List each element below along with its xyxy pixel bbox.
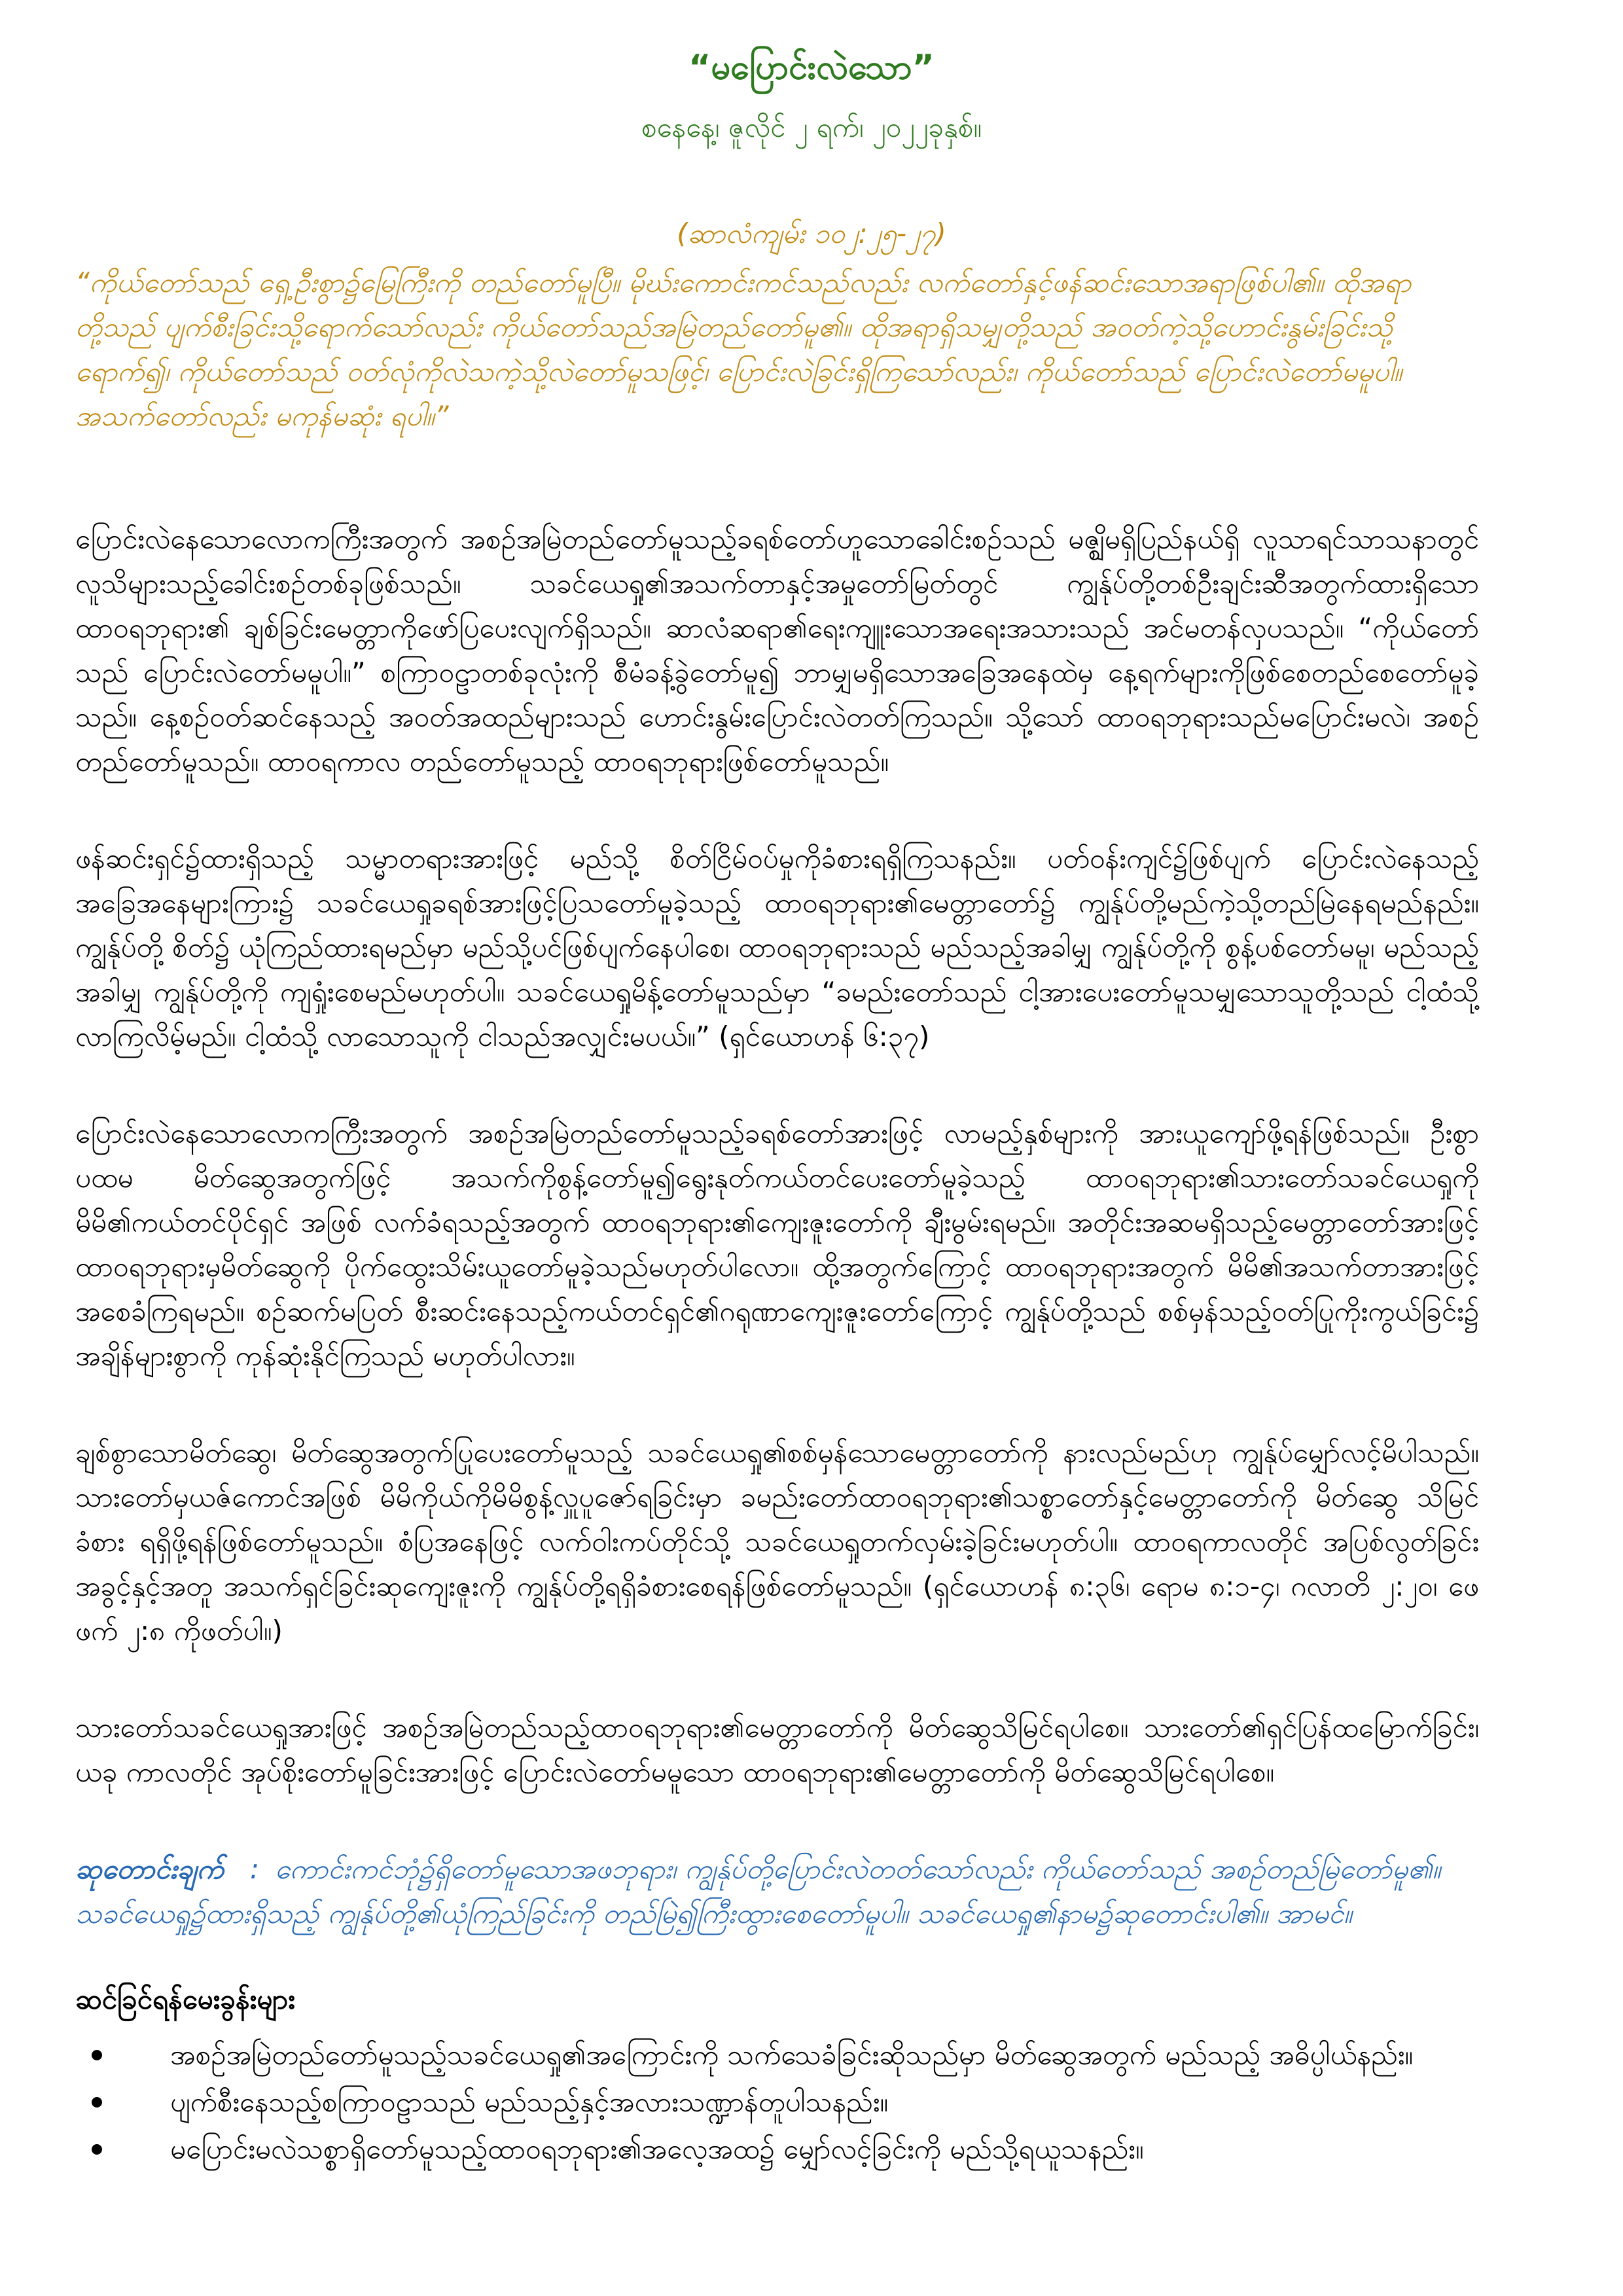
bullet-icon xyxy=(92,2050,102,2060)
body-paragraph-3: ပြောင်းလဲနေသောလောကကြီးအတွက် အစဉ်အမြဲတည်တော်မူသည့်ခရစ်တော်အားဖြင့် လာမည့်နှစ်များကို အားယူကျော်ဖို့ရန်ဖြစ်သည်။ ဦးစွာပထမ မိတ်ဆွေအတွက်ဖြင့် အသက်ကိုစွန့်တော်မူ၍ရွေးနုတ်ကယ်တင်ပေးတော်မူခဲ့သည့် ထာဝရဘုရား၏သားတော်သခင်ယေရှုကို မိမိ၏ကယ်တင်ပိုင်ရှင် အဖြစ် လက်ခံရသည့်အတွက် ထာဝရဘုရား၏ကျေးဇူးတော်ကို ချီးမွမ်းရမည်။ အတိုင်းအဆမရှိသည့်မေတ္တာတော်အားဖြင့် ထာဝရဘုရားမှမိတ်ဆွေကို ပိုက်ထွေးသိမ်းယူတော်မူခဲ့သည်မဟုတ်ပါလော။ ထို့အတွက်ကြောင့် ထာဝရဘုရားအတွက် မိမိ၏အသက်တာအားဖြင့် အစေခံကြရမည်။ စဉ်ဆက်မပြတ် စီးဆင်းနေသည့်ကယ်တင်ရှင်၏ဂရုဏာကျေးဇူးတော်ကြောင့် ကျွန်ုပ်တို့သည် စစ်မှန်သည့်ဝတ်ပြုကိုးကွယ်ခြင်း၌ အချိန်များစွာကို ကုန်ဆုံးနိုင်ကြသည် မဟုတ်ပါလား။ xyxy=(75,1117,1479,1372)
questions-heading: ဆင်ခြင်ရန်မေးခွန်းများ xyxy=(75,1983,295,2015)
bullet-icon xyxy=(92,2144,102,2155)
body-paragraph-5: သားတော်သခင်ယေရှုအားဖြင့် အစဉ်အမြဲတည်သည့်ထာဝရဘုရား၏မေတ္တာတော်ကို မိတ်ဆွေသိမြင်ရပါစေ။ သားတော်၏ရှင်ပြန်ထမြောက်ခြင်း၊ ယခု ကာလတိုင် အုပ်စိုးတော်မူခြင်းအားဖြင့် ပြောင်းလဲတော်မမူသော ထာဝရဘုရား၏မေတ္တာတော်ကို မိတ်ဆွေသိမြင်ရပါစေ။ xyxy=(75,1712,1479,1788)
dateline: စနေနေ့၊ ဇူလိုင် ၂ ရက်၊ ၂၀၂၂ခုနှစ်။ xyxy=(641,111,982,143)
verse-text: “ကိုယ်တော်သည် ရှေ့ဦးစွာ၌မြေကြီးကို တည်တော်မူပြီ။ မိုဃ်းကောင်းကင်သည်လည်း လက်တော်နှင့်ဖန်ဆင်းသောအရာဖြစ်ပါ၏။ ထိုအရာတို့သည် ပျက်စီးခြင်းသို့ရောက်သော်လည်း ကိုယ်တော်သည်အမြဲတည်တော်မူ၏။ ထိုအရာရှိသမျှတို့သည် အဝတ်ကဲ့သို့ဟောင်းနွမ်းခြင်းသို့ရောက်၍၊ ကိုယ်တော်သည် ဝတ်လုံကိုလဲသကဲ့သို့လဲတော်မူသဖြင့်၊ ပြောင်းလဲခြင်းရှိကြသော်လည်း၊ ကိုယ်တော်သည် ပြောင်းလဲတော်မမူပါ။ အသက်တော်လည်း မကုန်မဆုံး ရပါ။” xyxy=(75,266,1412,432)
body-paragraph-1: ပြောင်းလဲနေသောလောကကြီးအတွက် အစဉ်အမြဲတည်တော်မူသည့်ခရစ်တော်ဟူသောခေါင်းစဉ်သည် မဇ္ဈိမရှိပြည်နယ်ရှိ လူသာရင်သာသနာတွင် လူသိများသည့်ခေါင်းစဉ်တစ်ခုဖြစ်သည်။ သခင်ယေရှု၏အသက်တာနှင့်အမှုတော်မြတ်တွင် ကျွန်ုပ်တို့တစ်ဦးချင်းဆီအတွက်ထားရှိသော ထာဝရဘုရား၏ ချစ်ခြင်းမေတ္တာကိုဖော်ပြပေးလျက်ရှိသည်။ ဆာလံဆရာ၏ရေးကျူးသောအရေးအသားသည် အင်မတန်လှပသည်။ “ကိုယ်တော်သည် ပြောင်းလဲတော်မမူပါ။” စကြာဝဠာတစ်ခုလုံးကို စီမံခန့်ခွဲတော်မူ၍ ဘာမျှမရှိသောအခြေအနေထဲမှ နေ့ရက်များကိုဖြစ်စေတည်စေတော်မူခဲ့သည်။ နေ့စဉ်ဝတ်ဆင်နေသည့် အဝတ်အထည်များသည် ဟောင်းနွမ်းပြောင်းလဲတတ်ကြသည်။ သို့သော် ထာဝရဘုရားသည်မပြောင်းမလဲ၊ အစဉ်တည်တော်မူသည်။ ထာဝရကာလ တည်တော်မူသည့် ထာဝရဘုရားဖြစ်တော်မူသည်။ xyxy=(75,523,1479,778)
prayer-block xyxy=(0,1847,1623,1936)
question-text: အစဉ်အမြဲတည်တော်မူသည့်သခင်ယေရှု၏အကြောင်းကို သက်သေခံခြင်းဆိုသည်မှာ မိတ်ဆွေအတွက် မည်သည့် အဓိပ္ပါယ်နည်း။ xyxy=(170,2039,1414,2071)
prayer-label: ဆုတောင်းချက် xyxy=(75,1853,224,1885)
prayer-text: ကောင်းကင်ဘုံ၌ရှိတော်မူသောအဖဘုရား၊ ကျွန်ုပ်တို့ပြောင်းလဲတတ်သော်လည်း ကိုယ်တော်သည် အစဉ်တည်မြဲတော်မူ၏။ သခင်ယေရှု၌ထားရှိသည့် ကျွန်ုပ်တို့၏ယုံကြည်ခြင်းကို တည်မြဲ၍ကြီးထွားစေတော်မူပါ။ သခင်ယေရှု၏နာမ၌ဆုတောင်းပါ၏။ အာမင်။ xyxy=(75,1853,1441,1929)
bullet-icon xyxy=(92,2097,102,2108)
page-title: “မပြောင်းလဲသော” xyxy=(688,48,935,87)
question-item xyxy=(92,2032,1492,2079)
prayer-separator: : xyxy=(249,1853,260,1885)
verse-reference: (ဆာလံကျမ်း ၁၀၂:၂၅-၂၇) xyxy=(677,217,946,249)
question-text: မပြောင်းမလဲသစ္စာရှိတော်မူသည့်ထာဝရဘုရား၏အလေ့အထ၌ မျှော်လင့်ခြင်းကို မည်သို့ရယူသနည်း။ xyxy=(170,2133,1144,2165)
question-text: ပျက်စီးနေသည့်စကြာဝဠာသည် မည်သည့်နှင့်အလားသဏ္ဍာန်တူပါသနည်း။ xyxy=(170,2086,889,2118)
body-paragraph-4: ချစ်စွာသောမိတ်ဆွေ၊ မိတ်ဆွေအတွက်ပြုပေးတော်မူသည့် သခင်ယေရှု၏စစ်မှန်သောမေတ္တာတော်ကို နားလည်မည်ဟု ကျွန်ုပ်မျှော်လင့်မိပါသည်။ သားတော်မှယဇ်ကောင်အဖြစ် မိမိကိုယ်ကိုမိမိစွန့်လှူပူဇော်ရခြင်းမှာ ခမည်းတော်ထာဝရဘုရား၏သစ္စာတော်နှင့်မေတ္တာတော်ကို မိတ်ဆွေ သိမြင်ခံစား ရရှိဖို့ရန်ဖြစ်တော်မူသည်။ စံပြအနေဖြင့် လက်ဝါးကပ်တိုင်သို့ သခင်ယေရှုတက်လှမ်းခဲ့ခြင်းမဟုတ်ပါ။ ထာဝရကာလတိုင် အပြစ်လွတ်ခြင်းအခွင့်နှင့်အတူ အသက်ရှင်ခြင်းဆုကျေးဇူးကို ကျွန်ုပ်တို့ရရှိခံစားစေရန်ဖြစ်တော်မူသည်။ (ရှင်ယောဟန် ၈:၃၆၊ ရောမ ၈:၁-၄၊ ဂလာတိ ၂:၂၀၊ ဖေဖက် ၂:၈ ကိုဖတ်ပါ။) xyxy=(75,1437,1479,1647)
body-paragraph-2: ဖန်ဆင်းရှင်၌ထားရှိသည့် သမ္မာတရားအားဖြင့် မည်သို့ စိတ်ငြိမ်ဝပ်မှုကိုခံစားရရှိကြသနည်း။ ပတ်ဝန်းကျင်၌ဖြစ်ပျက် ပြောင်းလဲနေသည့်အခြေအနေများကြား၌ သခင်ယေရှုခရစ်အားဖြင့်ပြသတော်မူခဲ့သည့် ထာဝရဘုရား၏မေတ္တာတော်၌ ကျွန်ုပ်တို့မည်ကဲ့သို့တည်မြဲနေရမည်နည်း။ ကျွန်ုပ်တို့ စိတ်၌ ယုံကြည်ထားရမည်မှာ မည်သို့ပင်ဖြစ်ပျက်နေပါစေ၊ ထာဝရဘုရားသည် မည်သည့်အခါမျှ ကျွန်ုပ်တို့ကို စွန့်ပစ်တော်မမူ၊ မည်သည့်အခါမျှ ကျွန်ုပ်တို့ကို ကျရှုံးစေမည်မဟုတ်ပါ။ သခင်ယေရှုမိန့်တော်မူသည်မှာ “ခမည်းတော်သည် ငါ့အားပေးတော်မူသမျှသောသူတို့သည် ငါ့ထံသို့လာကြလိမ့်မည်။ ငါ့ထံသို့ လာသောသူကို ငါသည်အလျှင်းမပယ်။” (ရှင်ယောဟန် ၆:၃၇) xyxy=(75,842,1479,1052)
question-item xyxy=(92,2079,1492,2126)
question-item xyxy=(92,2126,1492,2173)
questions-list xyxy=(0,2032,1623,2173)
